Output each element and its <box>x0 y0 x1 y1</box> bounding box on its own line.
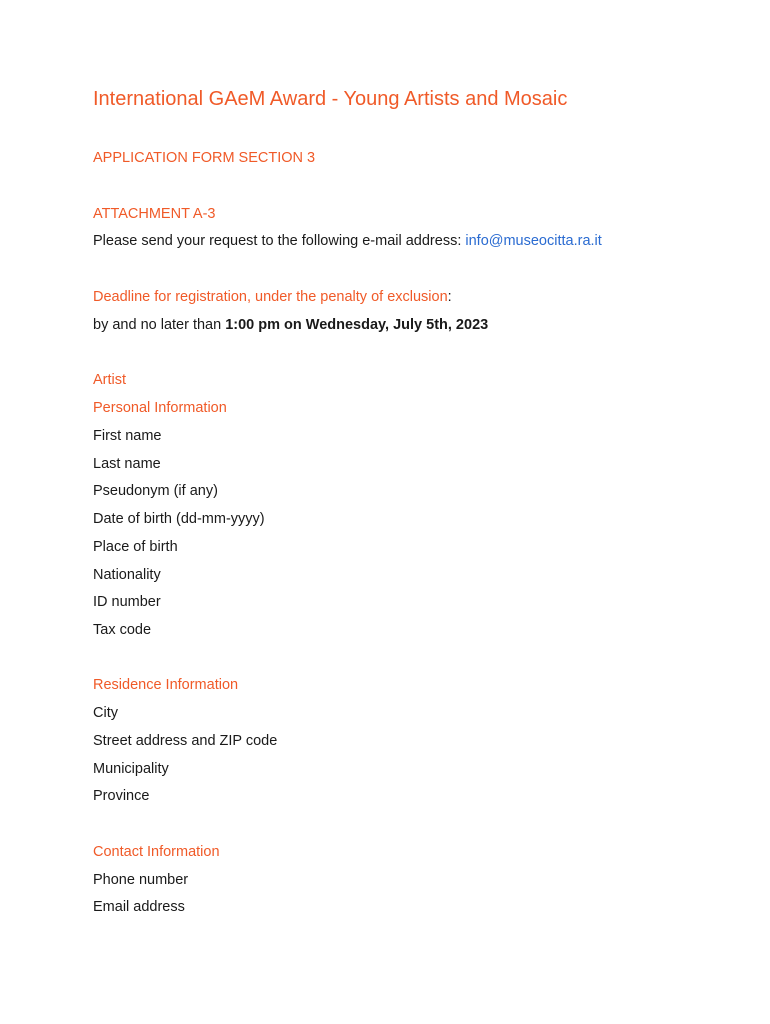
section-heading: APPLICATION FORM SECTION 3 <box>93 150 316 166</box>
field-tax-code: Tax code <box>93 622 152 638</box>
deadline-colon: : <box>447 289 452 305</box>
field-email-address: Email address <box>93 899 185 915</box>
request-text: Please send your request to the following e-mail address: <box>93 233 466 249</box>
personal-info-heading: Personal Information <box>93 400 227 416</box>
artist-heading: Artist <box>93 372 127 388</box>
deadline-label: Deadline for registration, under the penalty of exclusion <box>93 289 448 305</box>
field-pseudonym: Pseudonym (if any) <box>93 483 218 499</box>
field-street-address: Street address and ZIP code <box>93 733 278 749</box>
field-province: Province <box>93 788 150 804</box>
field-place-of-birth: Place of birth <box>93 539 178 555</box>
request-line <box>93 232 602 250</box>
field-id-number: ID number <box>93 594 161 610</box>
field-date-of-birth: Date of birth (dd-mm-yyyy) <box>93 511 265 527</box>
field-first-name: First name <box>93 428 162 444</box>
attachment-heading: ATTACHMENT A-3 <box>93 206 216 222</box>
field-nationality: Nationality <box>93 567 161 583</box>
page-title: International GAeM Award - Young Artists and Mosaic <box>93 88 568 110</box>
email-link[interactable]: info@museocitta.ra.it <box>465 233 602 249</box>
field-municipality: Municipality <box>93 761 169 777</box>
residence-info-heading: Residence Information <box>93 677 239 693</box>
deadline-prefix: by and no later than <box>93 317 226 333</box>
deadline-line <box>93 288 452 306</box>
contact-info-heading: Contact Information <box>93 844 220 860</box>
field-last-name: Last name <box>93 456 161 472</box>
field-city: City <box>93 705 118 721</box>
deadline-detail <box>93 316 488 334</box>
field-phone-number: Phone number <box>93 872 189 888</box>
deadline-date: 1:00 pm on Wednesday, July 5th, 2023 <box>225 317 489 333</box>
